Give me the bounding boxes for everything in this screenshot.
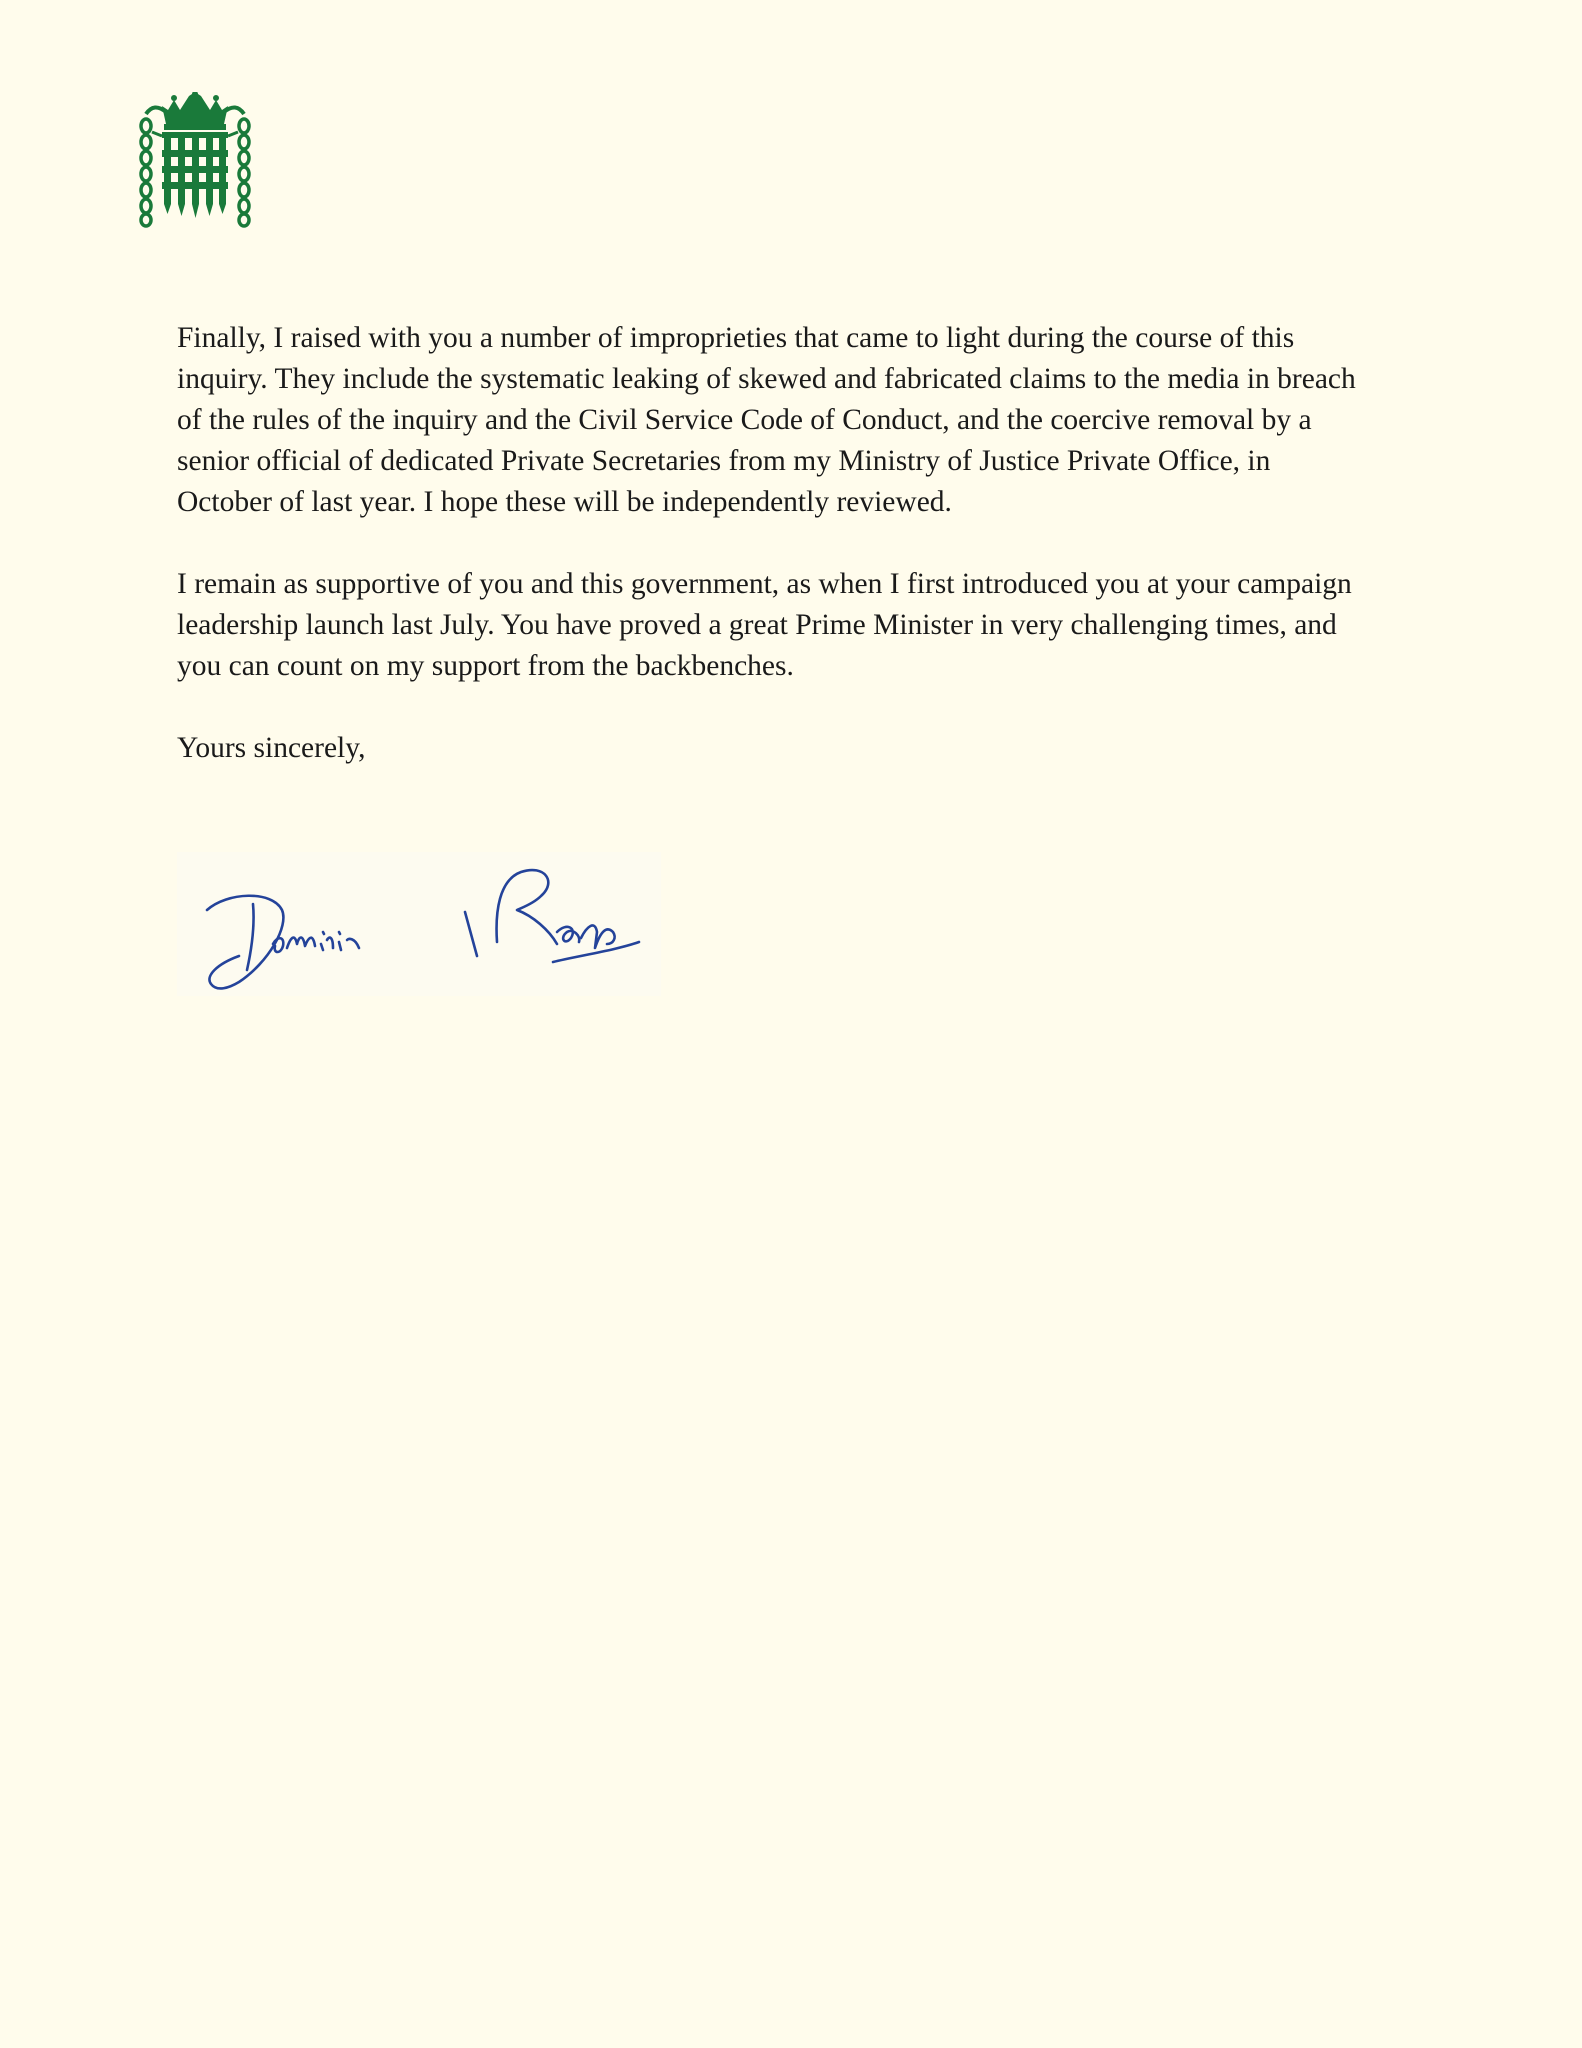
text-line: you can count on my support from the backbenches.: [177, 650, 794, 682]
paragraph-support: [177, 564, 1447, 687]
text-line: leadership launch last July. You have proved a great Prime Minister in very challenging times, and: [177, 609, 1337, 641]
text-line: of the rules of the inquiry and the Civil Service Code of Conduct, and the coercive removal by a: [177, 404, 1312, 436]
paragraph-improprieties: [177, 318, 1447, 523]
text-line: I remain as supportive of you and this government, as when I first introduced you at your campaign: [177, 568, 1352, 600]
closing-salutation: Yours sincerely,: [177, 732, 366, 764]
text-line: inquiry. They include the systematic leaking of skewed and fabricated claims to the media in breach: [177, 363, 1356, 395]
signature-drawing: [177, 852, 661, 996]
text-line: senior official of dedicated Private Secretaries from my Ministry of Justice Private Office, in: [177, 445, 1271, 477]
letter-body: [177, 318, 1447, 769]
portcullis-crest-icon: [134, 92, 256, 228]
text-line: October of last year. I hope these will be independently reviewed.: [177, 486, 952, 518]
text-line: Finally, I raised with you a number of improprieties that came to light during the course of this: [177, 322, 1295, 354]
signature: [177, 852, 661, 996]
